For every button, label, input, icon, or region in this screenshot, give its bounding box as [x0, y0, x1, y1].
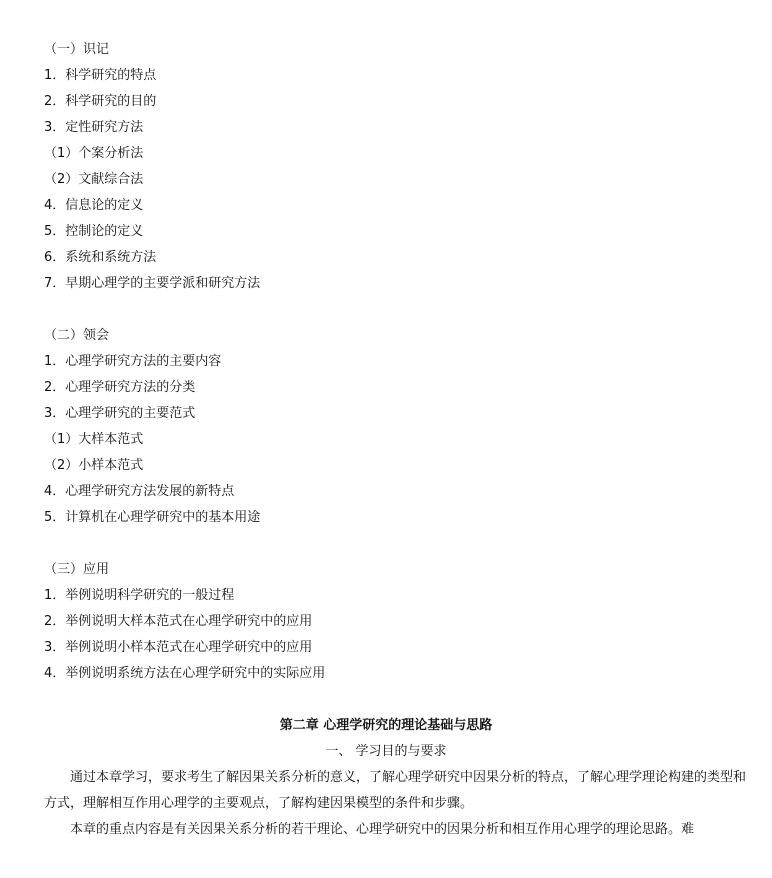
section-heading: （一）识记 — [44, 42, 110, 57]
list-item: 5．控制论的定义 — [44, 224, 144, 239]
list-item: 2．科学研究的目的 — [44, 94, 157, 109]
section-apply — [44, 557, 744, 687]
list-item: 1．心理学研究方法的主要内容 — [44, 354, 222, 369]
list-item: 5．计算机在心理学研究中的基本用途 — [44, 510, 261, 525]
chapter-subtitle: 一、 学习目的与要求 — [325, 744, 447, 759]
list-item: 4．心理学研究方法发展的新特点 — [44, 484, 235, 499]
paragraph-key-points: 本章的重点内容是有关因果关系分析的若干理论、心理学研究中的因果分析和相互作用心理学的理论思路。难 — [70, 822, 695, 837]
section-comprehend — [44, 323, 744, 531]
section-heading: （三）应用 — [44, 562, 110, 577]
list-item: 1．科学研究的特点 — [44, 68, 157, 83]
list-item: 2．举例说明大样本范式在心理学研究中的应用 — [44, 614, 313, 629]
list-item: 2．心理学研究方法的分类 — [44, 380, 196, 395]
list-item: （1）个案分析法 — [44, 146, 144, 161]
list-item: （1）大样本范式 — [44, 432, 144, 447]
section-memorize — [44, 37, 744, 297]
chapter-title: 第二章 心理学研究的理论基础与思路 — [279, 718, 493, 733]
list-item: 7．早期心理学的主要学派和研究方法 — [44, 276, 261, 291]
list-item: 3．定性研究方法 — [44, 120, 144, 135]
paragraph-intro: 通过本章学习，要求考生了解因果关系分析的意义，了解心理学研究中因果分析的特点，了解心理学理论构建的类型和方式，理解相互作用心理学的主要观点，了解构建因果模型的条件和步骤。 — [44, 770, 747, 811]
list-item: 4．举例说明系统方法在心理学研究中的实际应用 — [44, 666, 326, 681]
list-item: 3．心理学研究的主要范式 — [44, 406, 196, 421]
list-item: 6．系统和系统方法 — [44, 250, 157, 265]
list-item: 3．举例说明小样本范式在心理学研究中的应用 — [44, 640, 313, 655]
list-item: 4．信息论的定义 — [44, 198, 144, 213]
section-heading: （二）领会 — [44, 328, 110, 343]
list-item: （2）小样本范式 — [44, 458, 144, 473]
list-item: （2）文献综合法 — [44, 172, 144, 187]
list-item: 1．举例说明科学研究的一般过程 — [44, 588, 235, 603]
